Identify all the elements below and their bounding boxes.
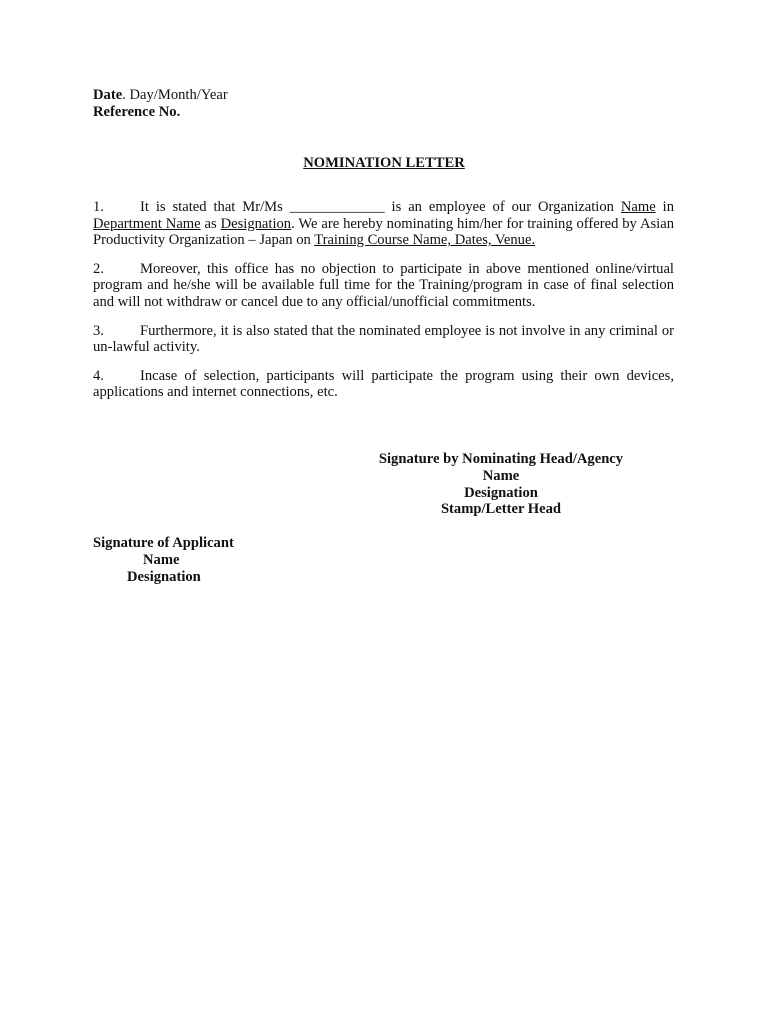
paragraph-number: 1. [93,199,104,215]
paragraph-2 [93,261,674,311]
applicant-name: Name [143,551,180,568]
p1-text-5: . We are hereby nominating him/her for training offered by Asian Productivity Organization – Japan on [93,215,674,249]
applicant-signature-block [93,535,234,585]
letter-header [93,87,228,121]
p4-text: Incase of selection, participants will participate the program using their own devices, applications and internet connections, etc. [93,367,674,401]
p1-text-3: in [655,199,674,215]
p1-text-1: It is stated that Mr/Ms [140,199,290,215]
date-value: . Day/Month/Year [122,87,228,103]
nominating-head-designation: Designation [464,484,538,501]
letter-body [93,199,674,413]
letter-title: NOMINATION LETTER [303,155,465,171]
applicant-signature-label: Signature of Applicant [93,535,234,551]
date-label: Date [93,87,123,103]
p2-text: Moreover, this office has no objection to participate in above mentioned online/virtual program and he/she will be available full time for the Training/program in case of final selection and will not withdraw or cancel due to any official/unofficial commitments. [93,260,674,310]
training-course: Training Course Name, Dates, Venue. [314,232,536,249]
p1-text-4: as [200,215,221,232]
paragraph-1 [93,199,674,249]
date-line [93,87,228,104]
department-name: Department Name [93,215,201,232]
nominating-head-name: Name [482,467,520,484]
p3-text: Furthermore, it is also stated that the nominated employee is not involve in any criminal or un-lawful activity. [93,322,674,356]
nominating-head-signature-block [350,451,652,518]
p1-text-2: is an employee of our Organization [384,199,621,215]
organization-name: Name [620,199,656,215]
paragraph-number: 4. [93,367,104,384]
paragraph-number: 2. [93,260,104,277]
paragraph-4 [93,368,674,401]
applicant-designation: Designation [127,568,201,585]
employee-name-blank: _____________ [289,199,385,215]
stamp-letter-head: Stamp/Letter Head [440,501,562,518]
reference-number: Reference No. [93,104,181,120]
paragraph-number: 3. [93,322,104,339]
paragraph-3 [93,323,674,356]
nominating-head-signature-label: Signature by Nominating Head/Agency [378,451,624,467]
employee-designation: Designation [220,215,292,232]
